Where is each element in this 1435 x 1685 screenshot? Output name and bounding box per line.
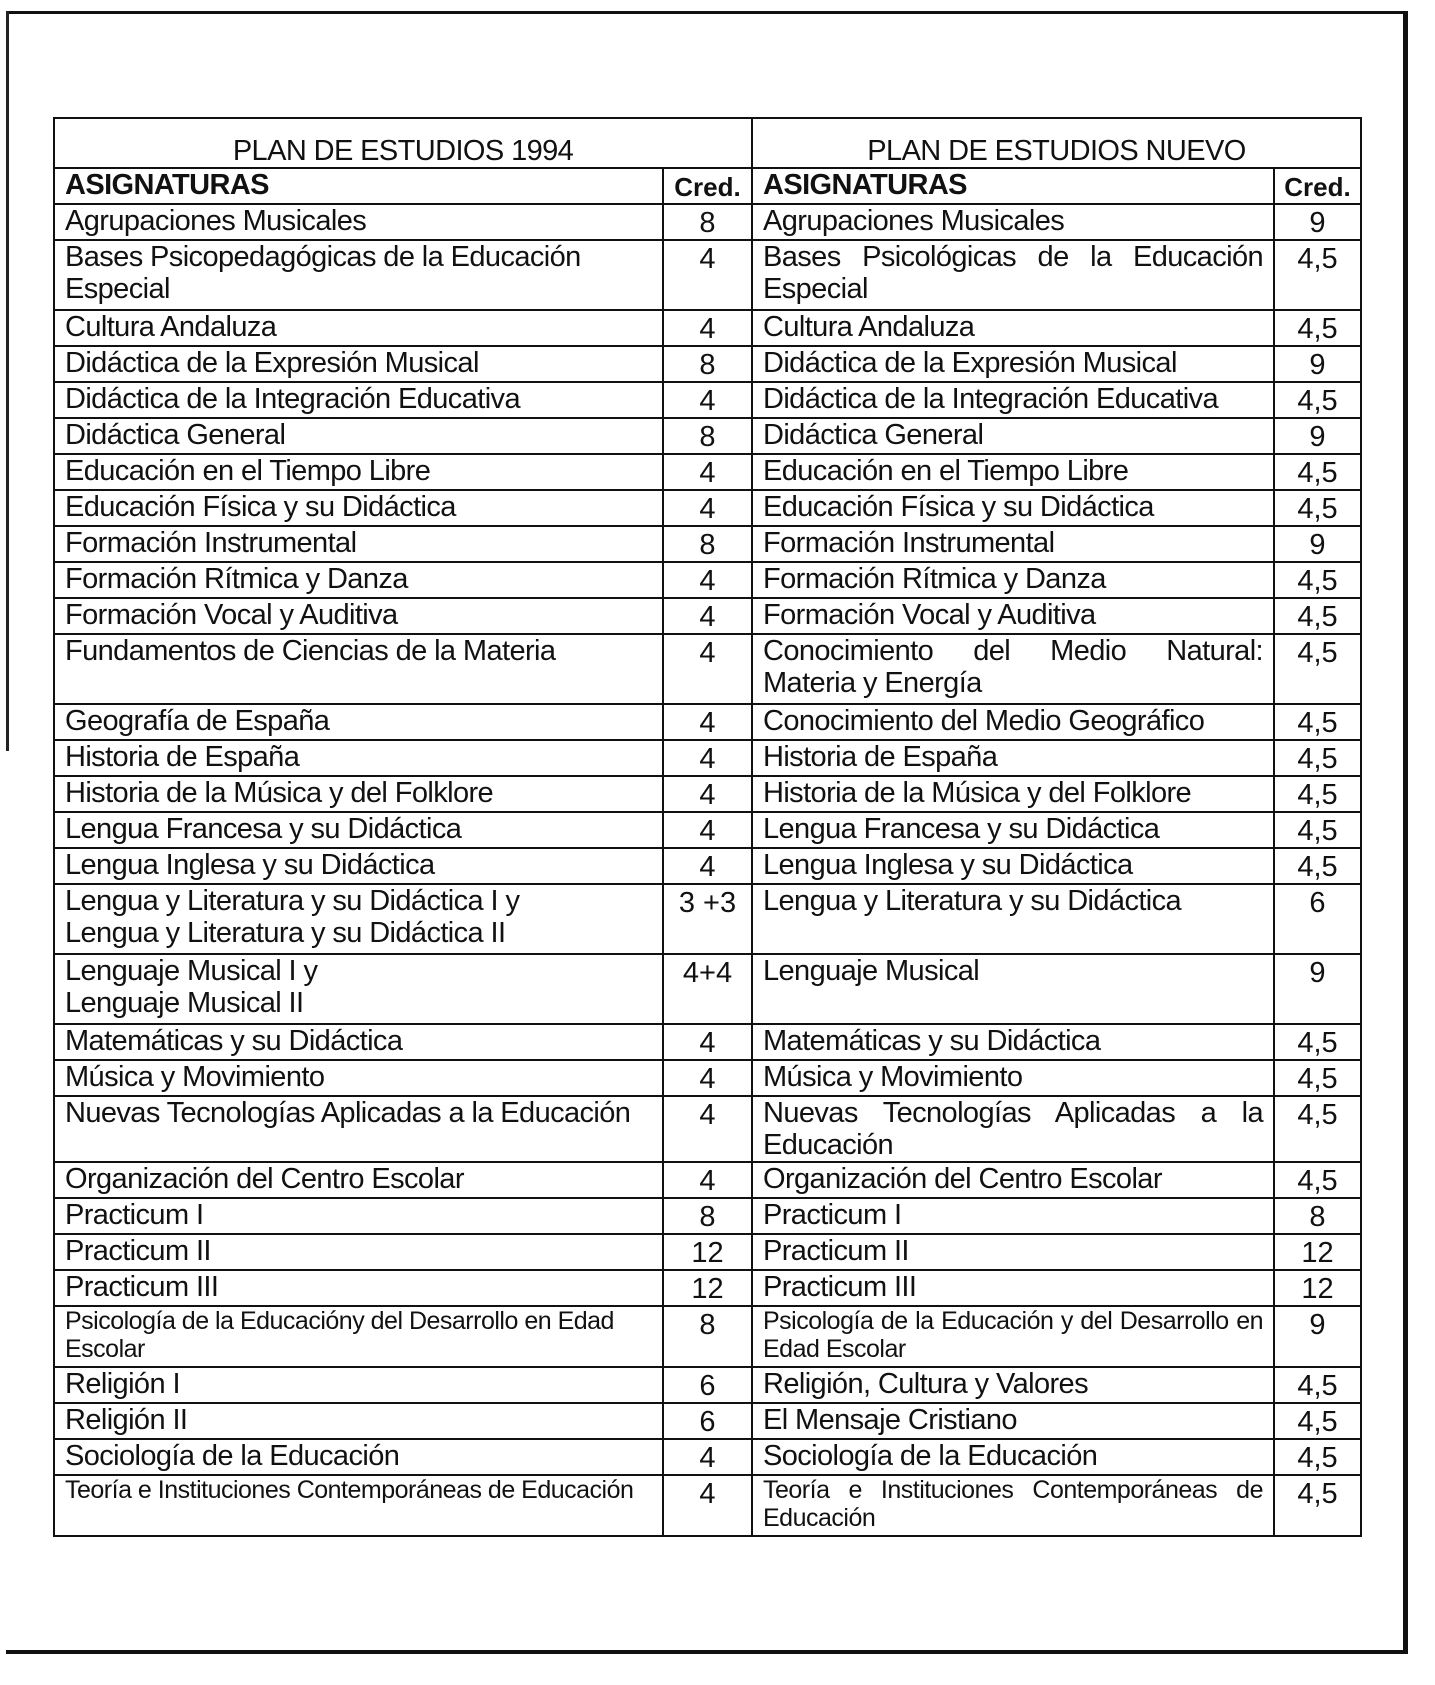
plan-1994-row — [54, 204, 752, 240]
plan-1994-credits: 4 — [663, 1475, 752, 1536]
plan-1994-subject-cell — [54, 562, 663, 598]
plan-nuevo-row — [752, 1475, 1361, 1536]
plan-1994-subject: Practicum II — [65, 1235, 211, 1267]
plan-nuevo-row — [752, 1198, 1361, 1234]
plan-1994-subject: Agrupaciones Musicales — [65, 205, 367, 237]
plan-1994-subject-line2: Lengua y Literatura y su Didáctica II — [65, 917, 506, 949]
plan-nuevo-credits: 9 — [1274, 954, 1361, 1024]
plan-nuevo-subject-cell — [752, 598, 1274, 634]
plan-nuevo-subject-cell — [752, 1475, 1274, 1536]
plan-1994-row — [54, 1024, 752, 1060]
plan-1994-body — [54, 118, 752, 1536]
plan-nuevo-subject-cell — [752, 418, 1274, 454]
plan-nuevo-subject-header: ASIGNATURAS — [752, 168, 1274, 204]
plan-nuevo-row — [752, 884, 1361, 954]
plan-1994-subject: Lengua Francesa y su Didáctica — [65, 813, 462, 845]
plan-1994-row — [54, 954, 752, 1024]
plan-1994-row — [54, 1475, 752, 1536]
plan-nuevo-row — [752, 776, 1361, 812]
plan-1994-subject-cell — [54, 1096, 663, 1162]
plan-nuevo-subject: Teoría e Instituciones Contemporáneas de Educación — [763, 1476, 1263, 1532]
plan-1994-credits: 4 — [663, 776, 752, 812]
plan-1994-row — [54, 526, 752, 562]
plan-1994-subject: Historia de la Música y del Folklore — [65, 777, 494, 809]
plan-nuevo-subject: Nuevas Tecnologías Aplicadas a la Educación — [763, 1097, 1263, 1161]
plan-1994-subject-cell — [54, 346, 663, 382]
plan-nuevo-subject: Educación en el Tiempo Libre — [763, 455, 1129, 487]
plan-nuevo-credits: 4,5 — [1274, 490, 1361, 526]
plan-1994-subject-line2: Lenguaje Musical II — [65, 987, 304, 1019]
plan-nuevo-title: PLAN DE ESTUDIOS NUEVO — [752, 118, 1361, 168]
plan-1994-subject: Historia de España — [65, 741, 300, 773]
plan-1994-credits: 4 — [663, 1096, 752, 1162]
plan-nuevo-row — [752, 382, 1361, 418]
plan-nuevo-row — [752, 740, 1361, 776]
plan-1994-row — [54, 812, 752, 848]
plan-1994-subject: Didáctica de la Integración Educativa — [65, 383, 520, 415]
plan-1994-row — [54, 1096, 752, 1162]
plan-nuevo-row — [752, 704, 1361, 740]
plan-nuevo-subject-cell — [752, 1162, 1274, 1198]
plan-nuevo-subject: Didáctica General — [763, 419, 984, 451]
plan-1994-credits: 8 — [663, 418, 752, 454]
plan-1994-row — [54, 454, 752, 490]
plan-nuevo-credits: 9 — [1274, 346, 1361, 382]
plan-1994-subject: Educación Física y su Didáctica — [65, 491, 456, 523]
plan-1994-subject-header: ASIGNATURAS — [54, 168, 663, 204]
plan-1994-row — [54, 240, 752, 310]
plan-1994-subject: Nuevas Tecnologías Aplicadas a la Educación — [65, 1097, 631, 1129]
plan-nuevo-subject-cell — [752, 204, 1274, 240]
plan-nuevo-subject-cell — [752, 704, 1274, 740]
plan-nuevo-row — [752, 1306, 1361, 1367]
plan-1994-credits-header: Cred. — [663, 168, 752, 204]
plan-1994-credits: 3 +3 — [663, 884, 752, 954]
plan-1994-subject-cell — [54, 204, 663, 240]
plan-1994-subject: Organización del Centro Escolar — [65, 1163, 464, 1195]
plan-nuevo-subject-cell — [752, 1270, 1274, 1306]
plan-1994-subject: Religión I — [65, 1368, 180, 1400]
plan-nuevo-subject-cell — [752, 848, 1274, 884]
plan-1994-row — [54, 1439, 752, 1475]
plan-nuevo-table — [751, 117, 1362, 1537]
plan-nuevo-subject: Formación Vocal y Auditiva — [763, 599, 1096, 631]
plan-nuevo-subject: El Mensaje Cristiano — [763, 1404, 1017, 1436]
plan-1994-row — [54, 382, 752, 418]
plan-1994-header-row — [54, 168, 752, 204]
plan-1994-subject-cell — [54, 598, 663, 634]
plan-1994-subject-cell — [54, 1024, 663, 1060]
plan-1994-subject-cell — [54, 848, 663, 884]
plan-1994-row — [54, 884, 752, 954]
plan-1994-credits: 4 — [663, 598, 752, 634]
plan-nuevo-subject-cell — [752, 1096, 1274, 1162]
plan-nuevo-credits: 4,5 — [1274, 562, 1361, 598]
plan-nuevo-subject: Practicum II — [763, 1235, 909, 1267]
plan-1994-subject-cell — [54, 634, 663, 704]
plan-nuevo-subject: Historia de España — [763, 741, 998, 773]
plan-1994-credits: 8 — [663, 346, 752, 382]
plan-nuevo-row — [752, 954, 1361, 1024]
plan-1994-credits: 12 — [663, 1270, 752, 1306]
plan-nuevo-row — [752, 454, 1361, 490]
plan-1994-subject: Sociología de la Educación — [65, 1440, 400, 1472]
plan-1994-subject-cell — [54, 382, 663, 418]
plan-1994-subject: Psicología de la Educacióny del Desarrollo en Edad Escolar — [65, 1307, 614, 1363]
plan-nuevo-subject-cell — [752, 812, 1274, 848]
plan-nuevo-subject-cell — [752, 1403, 1274, 1439]
plan-nuevo-subject-cell — [752, 634, 1274, 704]
plan-nuevo-row — [752, 490, 1361, 526]
plan-1994-credits: 12 — [663, 1234, 752, 1270]
plan-1994-subject: Matemáticas y su Didáctica — [65, 1025, 403, 1057]
plan-1994-credits: 4 — [663, 310, 752, 346]
plan-nuevo-row — [752, 310, 1361, 346]
plan-nuevo-credits-header: Cred. — [1274, 168, 1361, 204]
plan-1994-subject-cell — [54, 418, 663, 454]
plan-1994-row — [54, 1060, 752, 1096]
plan-nuevo-subject: Organización del Centro Escolar — [763, 1163, 1162, 1195]
plan-1994-subject-cell — [54, 1162, 663, 1198]
plan-nuevo-subject: Practicum I — [763, 1199, 902, 1231]
plan-nuevo-row — [752, 1162, 1361, 1198]
plan-1994-credits: 4 — [663, 1439, 752, 1475]
plan-1994-row — [54, 1162, 752, 1198]
plan-nuevo-subject-cell — [752, 954, 1274, 1024]
plan-nuevo-subject-cell — [752, 1367, 1274, 1403]
plan-nuevo-row — [752, 1096, 1361, 1162]
plan-nuevo-credits: 4,5 — [1274, 240, 1361, 310]
plan-1994-subject-cell — [54, 1403, 663, 1439]
plan-nuevo-credits: 4,5 — [1274, 382, 1361, 418]
plan-1994-subject: Fundamentos de Ciencias de la Materia — [65, 635, 556, 667]
plan-nuevo-subject-cell — [752, 490, 1274, 526]
plan-1994-subject-cell — [54, 954, 663, 1024]
plan-1994-subject-cell — [54, 1234, 663, 1270]
plan-nuevo-subject: Practicum III — [763, 1271, 917, 1303]
plan-nuevo-credits: 9 — [1274, 526, 1361, 562]
plan-nuevo-credits: 4,5 — [1274, 812, 1361, 848]
plan-nuevo-body — [752, 118, 1361, 1536]
plan-nuevo-row — [752, 634, 1361, 704]
plan-1994-subject-cell — [54, 1270, 663, 1306]
plan-nuevo-credits: 6 — [1274, 884, 1361, 954]
plan-1994-subject-cell — [54, 884, 663, 954]
plan-1994-subject: Practicum III — [65, 1271, 219, 1303]
plan-1994-title-row — [54, 118, 752, 168]
plan-nuevo-subject: Lengua Francesa y su Didáctica — [763, 813, 1160, 845]
plan-1994-credits: 4 — [663, 1024, 752, 1060]
plan-1994-title: PLAN DE ESTUDIOS 1994 — [54, 118, 752, 168]
plan-1994-row — [54, 310, 752, 346]
plan-nuevo-subject: Lenguaje Musical — [763, 955, 980, 987]
plan-nuevo-subject-cell — [752, 1060, 1274, 1096]
plan-nuevo-credits: 4,5 — [1274, 598, 1361, 634]
plan-nuevo-credits: 4,5 — [1274, 704, 1361, 740]
plan-nuevo-subject: Formación Rítmica y Danza — [763, 563, 1106, 595]
plan-nuevo-credits: 9 — [1274, 1306, 1361, 1367]
plan-nuevo-credits: 4,5 — [1274, 776, 1361, 812]
plan-1994-credits: 6 — [663, 1403, 752, 1439]
plan-1994-credits: 4 — [663, 812, 752, 848]
plan-1994-credits: 8 — [663, 204, 752, 240]
plan-1994-credits: 4 — [663, 240, 752, 310]
plan-1994-subject-cell — [54, 240, 663, 310]
plan-nuevo-subject-cell — [752, 526, 1274, 562]
plan-1994-row — [54, 1198, 752, 1234]
plan-nuevo-credits: 12 — [1274, 1234, 1361, 1270]
plan-nuevo-subject-cell — [752, 776, 1274, 812]
plan-nuevo-subject: Música y Movimiento — [763, 1061, 1023, 1093]
plan-nuevo-credits: 4,5 — [1274, 310, 1361, 346]
plan-nuevo-subject: Conocimiento del Medio Geográfico — [763, 705, 1205, 737]
plan-nuevo-subject: Conocimiento del Medio Natural: Materia y Energía — [763, 635, 1263, 699]
plan-1994-credits: 8 — [663, 526, 752, 562]
plan-1994-subject-cell — [54, 704, 663, 740]
plan-1994-subject-cell — [54, 1475, 663, 1536]
plan-nuevo-credits: 4,5 — [1274, 634, 1361, 704]
plan-1994-subject: Bases Psicopedagógicas de la Educación Especial — [65, 241, 581, 305]
plan-1994-credits: 4 — [663, 382, 752, 418]
plan-1994-row — [54, 1403, 752, 1439]
plan-1994-subject: Geografía de España — [65, 705, 330, 737]
plan-nuevo-credits: 4,5 — [1274, 740, 1361, 776]
plan-1994-row — [54, 1270, 752, 1306]
plan-nuevo-subject-cell — [752, 1234, 1274, 1270]
plan-1994-subject: Educación en el Tiempo Libre — [65, 455, 431, 487]
plan-nuevo-subject-cell — [752, 310, 1274, 346]
plan-nuevo-credits: 4,5 — [1274, 1475, 1361, 1536]
plan-1994-credits: 4 — [663, 848, 752, 884]
plan-nuevo-subject: Lengua Inglesa y su Didáctica — [763, 849, 1133, 881]
plan-1994-subject: Formación Instrumental — [65, 527, 357, 559]
plan-1994-subject-cell — [54, 526, 663, 562]
plan-nuevo-subject-cell — [752, 1198, 1274, 1234]
plan-nuevo-row — [752, 346, 1361, 382]
plan-nuevo-subject-cell — [752, 1306, 1274, 1367]
plan-nuevo-subject: Educación Física y su Didáctica — [763, 491, 1154, 523]
plan-nuevo-credits: 4,5 — [1274, 1367, 1361, 1403]
plan-1994-subject-cell — [54, 454, 663, 490]
plan-1994-row — [54, 1367, 752, 1403]
plan-1994-credits: 4 — [663, 634, 752, 704]
plan-1994-subject-cell — [54, 490, 663, 526]
plan-nuevo-row — [752, 812, 1361, 848]
plan-1994-row — [54, 418, 752, 454]
plan-nuevo-subject-cell — [752, 1439, 1274, 1475]
plan-1994-subject: Cultura Andaluza — [65, 311, 277, 343]
plan-1994-row — [54, 1306, 752, 1367]
plan-1994-table — [53, 117, 753, 1537]
plan-1994-row — [54, 490, 752, 526]
plan-nuevo-subject: Psicología de la Educación y del Desarrollo en Edad Escolar — [763, 1307, 1263, 1363]
plan-1994-subject: Didáctica General — [65, 419, 286, 451]
plan-nuevo-subject-cell — [752, 240, 1274, 310]
plan-nuevo-credits: 9 — [1274, 418, 1361, 454]
plan-nuevo-row — [752, 1367, 1361, 1403]
plan-nuevo-subject: Religión, Cultura y Valores — [763, 1368, 1088, 1400]
plan-1994-subject-cell — [54, 740, 663, 776]
plan-1994-row — [54, 704, 752, 740]
plan-nuevo-subject: Cultura Andaluza — [763, 311, 975, 343]
plan-1994-subject-cell — [54, 310, 663, 346]
plan-1994-subject: Lengua Inglesa y su Didáctica — [65, 849, 435, 881]
plan-1994-credits: 4 — [663, 562, 752, 598]
plan-1994-subject-cell — [54, 1367, 663, 1403]
plan-nuevo-subject: Matemáticas y su Didáctica — [763, 1025, 1101, 1057]
plan-1994-subject: Lenguaje Musical I y — [65, 955, 318, 987]
plan-1994-credits: 4 — [663, 1162, 752, 1198]
plan-1994-credits: 8 — [663, 1306, 752, 1367]
plan-1994-row — [54, 634, 752, 704]
plan-1994-subject: Didáctica de la Expresión Musical — [65, 347, 479, 379]
plan-1994-subject-cell — [54, 1306, 663, 1367]
plan-nuevo-subject: Didáctica de la Expresión Musical — [763, 347, 1177, 379]
plan-nuevo-subject: Bases Psicológicas de la Educación Especial — [763, 241, 1263, 305]
plan-1994-subject: Teoría e Instituciones Contemporáneas de Educación — [65, 1476, 634, 1504]
plan-nuevo-row — [752, 1270, 1361, 1306]
plan-nuevo-subject-cell — [752, 562, 1274, 598]
plan-1994-subject: Formación Vocal y Auditiva — [65, 599, 398, 631]
plan-nuevo-subject: Lengua y Literatura y su Didáctica — [763, 885, 1182, 917]
plan-nuevo-subject: Agrupaciones Musicales — [763, 205, 1065, 237]
plan-1994-credits: 4+4 — [663, 954, 752, 1024]
plan-1994-row — [54, 1234, 752, 1270]
plan-nuevo-subject-cell — [752, 454, 1274, 490]
plan-nuevo-credits: 4,5 — [1274, 1439, 1361, 1475]
plan-nuevo-row — [752, 1403, 1361, 1439]
plan-nuevo-subject-cell — [752, 346, 1274, 382]
plan-nuevo-credits: 4,5 — [1274, 454, 1361, 490]
plan-1994-credits: 4 — [663, 454, 752, 490]
plan-nuevo-subject: Sociología de la Educación — [763, 1440, 1098, 1472]
plan-nuevo-credits: 4,5 — [1274, 848, 1361, 884]
plan-1994-subject: Religión II — [65, 1404, 188, 1436]
plan-nuevo-subject-cell — [752, 740, 1274, 776]
plan-nuevo-subject-cell — [752, 1024, 1274, 1060]
plan-nuevo-row — [752, 1234, 1361, 1270]
plan-1994-credits: 4 — [663, 740, 752, 776]
plan-nuevo-subject: Formación Instrumental — [763, 527, 1055, 559]
plan-nuevo-title-row — [752, 118, 1361, 168]
plan-1994-row — [54, 740, 752, 776]
plan-1994-row — [54, 848, 752, 884]
plan-1994-subject-cell — [54, 1439, 663, 1475]
plan-nuevo-subject-cell — [752, 884, 1274, 954]
plan-nuevo-credits: 9 — [1274, 204, 1361, 240]
plan-1994-subject: Lengua y Literatura y su Didáctica I y — [65, 885, 520, 917]
plan-1994-subject-cell — [54, 812, 663, 848]
plan-1994-credits: 4 — [663, 1060, 752, 1096]
plan-1994-subject: Música y Movimiento — [65, 1061, 325, 1093]
plan-nuevo-row — [752, 598, 1361, 634]
plan-nuevo-header-row — [752, 168, 1361, 204]
plan-1994-credits: 4 — [663, 704, 752, 740]
plan-nuevo-subject: Historia de la Música y del Folklore — [763, 777, 1192, 809]
plan-1994-credits: 4 — [663, 490, 752, 526]
plan-nuevo-subject: Didáctica de la Integración Educativa — [763, 383, 1218, 415]
plan-nuevo-credits: 4,5 — [1274, 1024, 1361, 1060]
plan-1994-subject: Practicum I — [65, 1199, 204, 1231]
plan-nuevo-credits: 4,5 — [1274, 1162, 1361, 1198]
plan-1994-subject: Formación Rítmica y Danza — [65, 563, 408, 595]
plan-1994-subject-cell — [54, 1198, 663, 1234]
plan-1994-row — [54, 776, 752, 812]
plan-nuevo-subject-cell — [752, 382, 1274, 418]
plan-nuevo-credits: 4,5 — [1274, 1403, 1361, 1439]
plan-nuevo-row — [752, 240, 1361, 310]
plan-1994-row — [54, 598, 752, 634]
plan-nuevo-row — [752, 418, 1361, 454]
plan-1994-subject-cell — [54, 1060, 663, 1096]
plan-nuevo-row — [752, 526, 1361, 562]
plan-nuevo-credits: 4,5 — [1274, 1096, 1361, 1162]
plan-1994-subject-cell — [54, 776, 663, 812]
plan-nuevo-row — [752, 1060, 1361, 1096]
page-frame-left-edge — [6, 11, 9, 751]
plan-nuevo-row — [752, 1439, 1361, 1475]
plan-1994-credits: 8 — [663, 1198, 752, 1234]
plan-nuevo-row — [752, 204, 1361, 240]
plan-nuevo-row — [752, 562, 1361, 598]
plan-1994-row — [54, 346, 752, 382]
plan-nuevo-credits: 4,5 — [1274, 1060, 1361, 1096]
plan-nuevo-credits: 8 — [1274, 1198, 1361, 1234]
plan-1994-row — [54, 562, 752, 598]
plan-1994-credits: 6 — [663, 1367, 752, 1403]
plan-nuevo-row — [752, 1024, 1361, 1060]
plan-nuevo-row — [752, 848, 1361, 884]
plan-nuevo-credits: 12 — [1274, 1270, 1361, 1306]
